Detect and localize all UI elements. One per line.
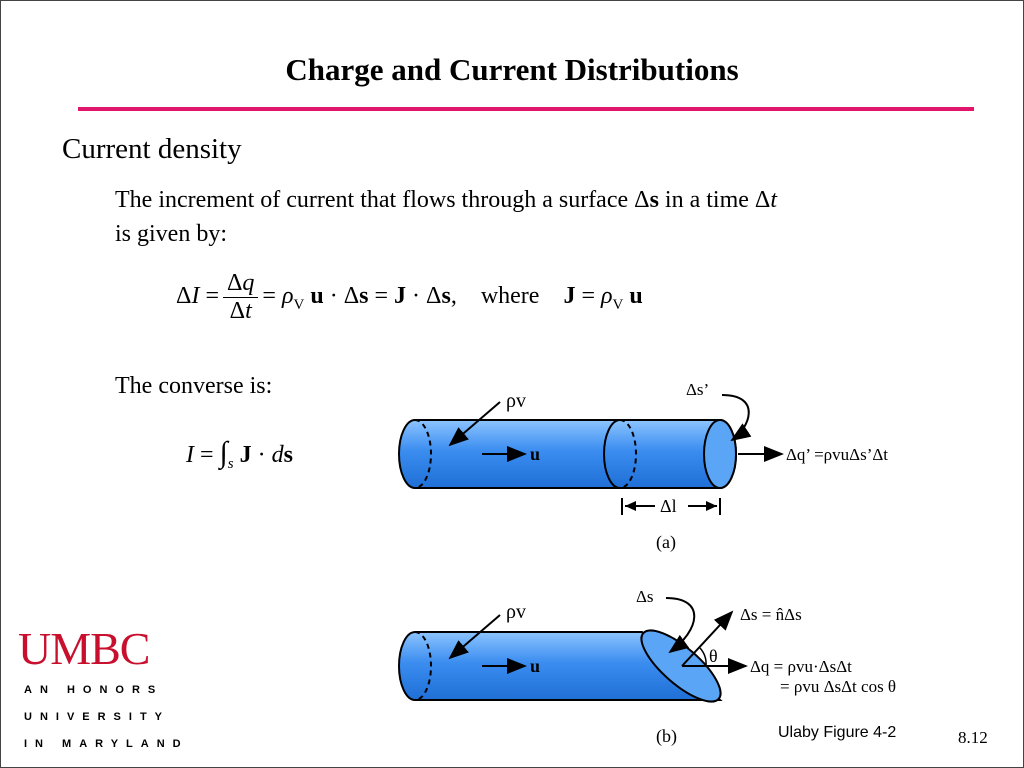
ds-prime-label: Δs’ (686, 380, 710, 399)
current-increment-equation: ΔI = $\frac{\Delta q}{\Delta t}$ = $\rho_V$ u · Δs = J · Δs, where $J = \rho_V$ u (176, 270, 643, 324)
figure-credit: Ulaby Figure 4-2 (778, 724, 897, 741)
page-number: 8.12 (958, 728, 988, 747)
converse-label: The converse is: (115, 373, 273, 399)
intro-line-2: is given by: (115, 221, 227, 247)
rho-label-b: ρv (506, 601, 526, 623)
dq-prime-equation: Δq’ =ρvuΔs’Δt (786, 445, 889, 464)
rho-label-a: ρv (506, 390, 526, 412)
logo-tagline-1: AN HONORS (24, 684, 164, 696)
normal-vector-arrow (682, 612, 732, 666)
cylinder-b (399, 620, 731, 713)
integral-equation: $I = \int_s$ J · ds (186, 436, 293, 472)
caption-b: (b) (656, 726, 677, 746)
dl-label: Δl (660, 496, 677, 516)
intro-line-1: The increment of current that flows through a surface (115, 187, 629, 213)
dq-equation-line2: = ρvu ΔsΔt cos θ (780, 677, 897, 696)
intro-paragraph: The increment of current that flows through a surface Δs in a time Δt is given by: (115, 183, 777, 251)
cylinder-a (399, 420, 736, 488)
umbc-logo: UMBC (18, 623, 150, 674)
u-label-b: u (530, 656, 541, 676)
figure-b (370, 580, 990, 755)
slide-title: Charge and Current Distributions (285, 52, 739, 87)
fraction-dq-dt: $\frac{\Delta q}{\Delta t}$ (223, 270, 258, 325)
caption-a: (a) (656, 532, 676, 552)
logo-tagline-3: IN MARYLAND (24, 738, 189, 750)
u-label-a: u (530, 444, 541, 464)
ds-label: Δs (636, 587, 654, 606)
ds-vector-equation: Δs = n̂Δs (740, 605, 802, 624)
logo-tagline-2: UNIVERSITY (24, 711, 171, 723)
title-divider (78, 107, 974, 111)
dq-equation-line1: Δq = ρvu·ΔsΔt (750, 657, 852, 676)
theta-label: θ (709, 646, 718, 666)
section-heading: Current density (62, 133, 242, 165)
figure-a (370, 380, 970, 560)
